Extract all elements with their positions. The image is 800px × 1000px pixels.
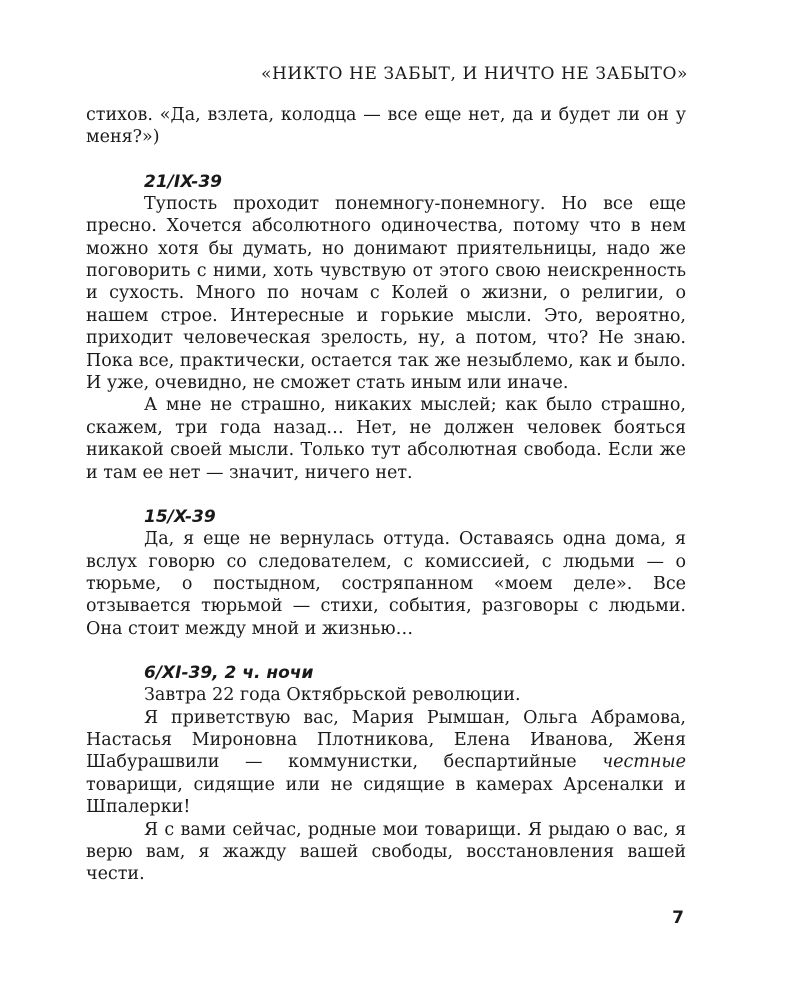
- greeting-text-start: Я приветствую вас, Мария Рымшан, Ольга Абрамова, Настасья Мироновна Плотникова, Елена Иванова, Женя Шабурашвили — коммунистки, беспартийные: [86, 707, 686, 773]
- emphasis-word: честные: [602, 752, 686, 773]
- entry-paragraph: Завтра 22 года Октябрьской революции.: [144, 685, 521, 706]
- entry-paragraph: Тупость проходит понемногу-понемногу. Но все еще пресно. Хочется абсолютного одиночества, потому что в нем можно хотя бы думать, но донимают приятельницы, надо же поговорить с ними, хоть чувствую от этого свою неискренность и сухость. Много по ночам с Колей о жизни, о религии, о нашем строе. Интересные и горькие мысли. Это, вероятно, приходит человеческая зрелость, ну, а потом, что? Не знаю. Пока все, практически, остается так же незыблемо, как и было. И уже, очевидно, не сможет стать иным или иначе.: [86, 193, 686, 394]
- entry-date-6-xi-39: 6/XI-39, 2 ч. ночи: [144, 663, 314, 684]
- page-number: 7: [672, 908, 684, 928]
- page-body: [86, 104, 686, 886]
- greeting-text-end: товарищи, сидящие или не сидящие в камерах Арсеналки и Шпалерки!: [86, 774, 686, 818]
- entry-date-15-x-39: 15/X-39: [144, 507, 216, 528]
- continuation-paragraph: стихов. «Да, взлета, колодца — все еще нет, да и будет ли он у меня?»): [86, 105, 686, 148]
- closing-paragraph: Я с вами сейчас, родные мои товарищи. Я рыдаю о вас, я верю вам, я жажду вашей свободы, восстановления вашей чести.: [86, 819, 686, 885]
- entry-paragraph: А мне не страшно, никаких мыслей; как было страшно, скажем, три года назад… Нет, не должен человек бояться никакой своей мысли. Только тут абсолютная свобода. Если же и там ее нет — значит, ничего нет.: [86, 395, 686, 483]
- running-head: «НИКТО НЕ ЗАБЫТ, И НИЧТО НЕ ЗАБЫТО»: [260, 64, 688, 84]
- entry-paragraph: Да, я еще не вернулась оттуда. Оставаясь одна дома, я вслух говорю со следователем, с комиссией, с людьми — о тюрьме, о постыдном, состряпанном «моем деле». Все отзывается тюрьмой — стихи, события, разговоры с людьми. Она стоит между мной и жизнью…: [86, 529, 686, 639]
- greeting-paragraph: [86, 707, 686, 819]
- entry-date-21-ix-39: 21/IX-39: [144, 171, 222, 192]
